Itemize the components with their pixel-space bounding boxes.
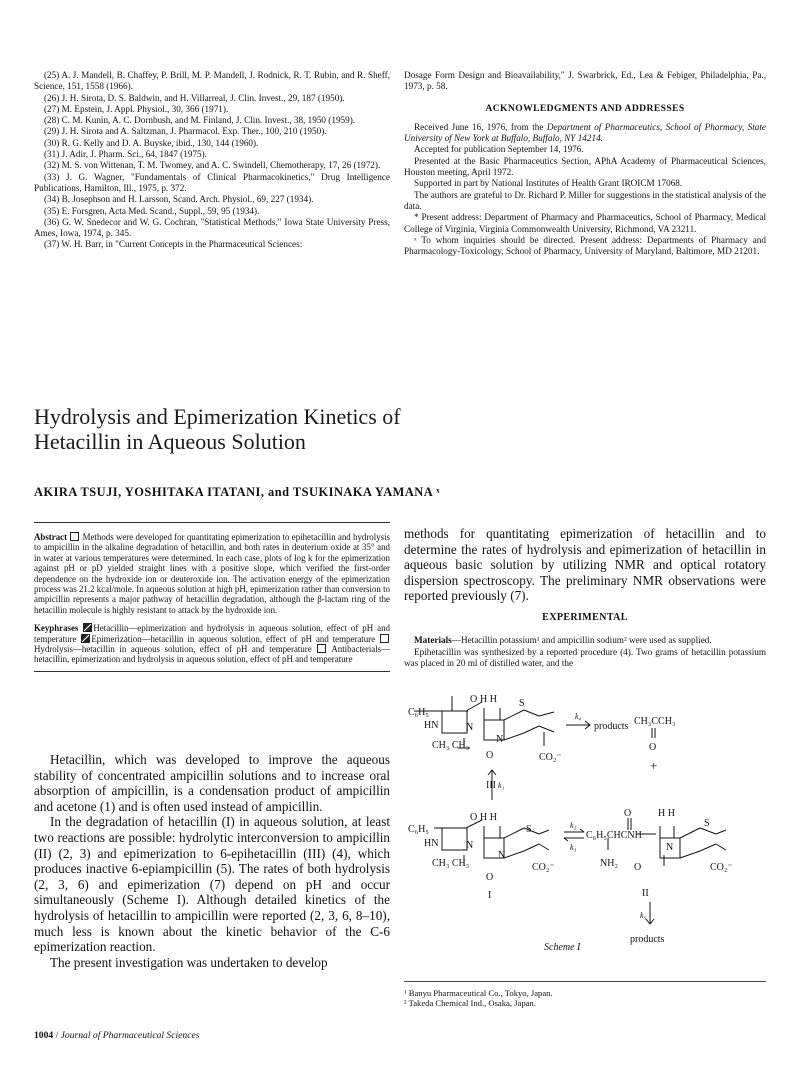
scheme-n-top: N — [466, 722, 474, 733]
received-department: Department of Pharmaceutics, School of Pharmacy, State University of New York at Buffalo, Buffalo, NY 14214. — [404, 121, 766, 144]
experimental-heading: EXPERIMENTAL — [542, 612, 628, 623]
keyphrase-3: Hydrolysis—hetacillin in aqueous solution, effect of pH and temperature — [34, 644, 312, 655]
footnote-1: ¹ Banyu Pharmaceutical Co., Tokyo, Japan. — [404, 988, 553, 998]
k5-label: k₅ — [640, 911, 647, 920]
footnote-2: ² Takeda Chemical Ind., Osaka, Japan. — [404, 998, 536, 1008]
filled-square-bullet-icon — [83, 623, 92, 632]
scheme-caption: Scheme I — [544, 942, 581, 953]
supported-note: Supported in part by National Institutes of Health Grant IROICM 17068. — [414, 178, 683, 189]
label-I: I — [488, 890, 492, 901]
title-line-1: Hydrolysis and Epimerization Kinetics of — [34, 404, 401, 429]
keyphrases-label: Keyphrases — [34, 623, 79, 634]
reference-25: (25) A. J. Mandell, B. Chaffey, P. Brill, M. P. Mandell, J. Rodnick, R. T. Rubin, and R. Sheff, Science, 151, 1558 (1966). — [34, 70, 390, 92]
scheme-n-bottom: N — [466, 840, 474, 851]
ampicillin-co2: CO₂⁻ — [710, 862, 733, 873]
journal-name: Journal of Pharmaceutical Sciences — [60, 1030, 200, 1041]
ampicillin-o: O — [634, 862, 642, 873]
square-bullet-icon — [70, 532, 79, 541]
reference-28: (28) C. M. Kunin, A. C. Dornbush, and M. Finland, J. Clin. Invest., 38, 1950 (1959). — [44, 115, 356, 126]
filled-square-bullet-icon — [81, 634, 90, 643]
scheme-ch3-top: CH₃ CH₃ — [432, 740, 470, 751]
scheme-co2-top: CO₂⁻ — [539, 752, 562, 763]
references-right-column — [404, 70, 766, 257]
ampicillin-s: S — [704, 818, 710, 829]
ampicillin-nh2: NH₂ — [600, 858, 618, 869]
intro-continuation-paragraph: methods for quantitating epimerization of hetacillin and to determine the rates of hydrolysis and epimerization of hetacillin in aqueous basic solution by utilizing NMR and optical rotatory dispersion spectroscopy. The preliminary NMR observations were reported previously (7). — [404, 526, 766, 604]
scheme-h-h-top: H H — [480, 694, 497, 705]
scheme-diagram — [404, 688, 766, 973]
reference-27: (27) M. Epstein, J. Appl. Physiol., 30, 366 (1971). — [44, 103, 229, 114]
square-bullet-icon — [317, 644, 326, 653]
reference-32: (32) M. S. von Wittenan, T. M. Twomey, and A. C. Swindell, Chemotherapy, 17, 26 (1972). — [44, 160, 381, 171]
reference-33: (33) J. G. Wagner, "Fundamentals of Clinical Pharmacokinetics," Drug Intelligence Publications, Hamilton, Ill., 1975, p. 372. — [34, 171, 390, 193]
intro-paragraph-2: In the degradation of hetacillin (I) in aqueous solution, at least two reactions are possible: hydrolytic interconversion to ampicillin (II) (2, 3) and epimerization to 6-epihetacillin (III) (4), which produces inactive 6-epiampicillin (5). The rates of both hydrolysis (2, 3, 6) and epimerization (7) depend on pH and occur simultaneously (Scheme I). Although detailed kinetics of the hydrolysis of hetacillin to ampicillin were reported (2, 3, 6, 8–10), much less is known about the kinetic behavior of the C-6 epimerization reaction. — [34, 814, 390, 955]
reference-26: (26) J. H. Sirota, D. S. Baldwin, and H. Villarreal, J. Clin. Invest., 29, 187 (1950). — [44, 92, 345, 103]
intro-paragraph-1: Hetacillin, which was developed to improve the aqueous stability of concentrated ampicillin solutions and to increase oral absorption of ampicillin, is a condensation product of ampicillin and acetone (1) and is often used instead of ampicillin. — [34, 752, 390, 814]
keyphrase-4: Antibacterials—hetacillin, epimerization and hydrolysis in aqueous solution, effect of pH and temperature — [34, 644, 391, 665]
reference-35: (35) E. Forsgren, Acta Med. Scand., Suppl., 59, 95 (1934). — [44, 205, 260, 216]
scheme-n2-top: N — [496, 734, 504, 745]
scheme-c6h5-bottom: C₆H₅ — [408, 824, 429, 835]
k4-label: k₄ — [575, 712, 582, 721]
materials-label: Materials — [414, 635, 452, 646]
products-top: products — [594, 721, 629, 732]
label-III: III — [486, 780, 496, 791]
reference-30: (30) R. G. Kelly and D. A. Buyske, ibid., 130, 144 (1960). — [44, 137, 259, 148]
reference-31: (31) J. Adir, J. Pharm. Sci., 64, 1847 (1975). — [44, 149, 207, 160]
introduction-continuation — [404, 526, 766, 604]
acknowledgments-heading: ACKNOWLEDGMENTS AND ADDRESSES — [485, 102, 685, 114]
accepted-note: Accepted for publication September 14, 1976. — [414, 144, 584, 155]
scheme-o-top: O — [486, 750, 494, 761]
keyphrases-paragraph — [34, 623, 390, 665]
scheme-o-bottom: O — [486, 872, 494, 883]
label-II: II — [642, 888, 649, 899]
keyphrase-2: Epimerization—hetacillin in aqueous solution, effect of pH and temperature — [91, 633, 376, 644]
ampicillin-carbonyl-o: O — [624, 808, 632, 819]
reaction-scheme — [404, 688, 766, 973]
epihetacillin-paragraph: Epihetacillin was synthesized by a reported procedure (4). Two grams of hetacillin potassium was placed in 20 ml of distilled water, and the — [404, 646, 766, 668]
square-bullet-icon — [380, 634, 389, 643]
plus-sign: + — [650, 758, 658, 773]
present-address-note: * Present address: Department of Pharmacy and Pharmaceutics, School of Pharmacy, Medical College of Virginia, Virginia Commonwealth University, Richmond, VA 23211. — [404, 212, 766, 234]
page-footer: 1004 / Journal of Pharmaceutical Sciences — [34, 1030, 200, 1041]
reference-37: (37) W. H. Barr, in "Current Concepts in the Pharmaceutical Sciences: — [44, 239, 303, 250]
scheme-s-bottom: S — [526, 824, 532, 835]
introduction-column — [34, 752, 390, 970]
references-left-column — [34, 70, 390, 251]
footnotes — [404, 981, 766, 1008]
keyphrase-1: Hetacillin—epimerization and hydrolysis in aqueous solution, effect of pH and temperature — [34, 623, 390, 644]
scheme-ch3-bottom: CH₃ CH₃ — [432, 858, 470, 869]
experimental-section — [404, 612, 766, 669]
reference-29: (29) J. H. Sirota and A. Saltzman, J. Pharmacol. Exp. Ther., 100, 210 (1950). — [44, 126, 327, 137]
scheme-co2-bottom: CO₂⁻ — [532, 862, 555, 873]
scheme-hn-top: HN — [424, 720, 439, 731]
abstract-paragraph — [34, 532, 390, 615]
inquiries-note: ˣ To whom inquiries should be directed. Present address: Departments of Pharmacy and Pharmacology-Toxicology, School of Pharmacy, University of Maryland, Baltimore, MD 21201. — [404, 234, 766, 257]
page-number: 1004 — [34, 1030, 54, 1041]
title-line-2: Hetacillin in Aqueous Solution — [34, 429, 306, 454]
acetone-formula: CH₃CCH₃ — [634, 716, 676, 727]
abstract-text: Methods were developed for quantitating epimerization to epihetacillin and hydrolysis to ampicillin in the alkaline degradation of hetacillin, and both rates in deuterium oxide at 35° and in water at various temperatures were determined. In each case, plots of log k for the epimerization against pH or pD yielded straight lines with a positive slope, which verified the first-order dependence on the hydroxide ion or deuteroxide ion. The activation energy of the epimerization process was 21.2 kcal/mole. In aqueous solution at high pH, epimerization rather than conversion to ampicillin represents a major pathway of hetacillin degradation, although the β-lactam ring of the hetacillin molecule is highly resistant to attack by the hydroxide ion. — [34, 532, 390, 615]
k3-label: k₃ — [570, 843, 577, 852]
ampicillin-n: N — [666, 842, 674, 853]
scheme-c6h5-top: C₆H₅ — [408, 707, 429, 718]
ampicillin-chain: C₆H₅CHCNH — [586, 830, 642, 841]
scheme-hn-bottom: HN — [424, 838, 439, 849]
acetone-oxygen: O — [649, 742, 657, 753]
scheme-s-top: S — [519, 698, 525, 709]
products-bottom: products — [630, 934, 665, 945]
reference-36: (36) G. W. Snedecor and W. G. Cochran, "Statistical Methods," Iowa State University Press, Ames, Iowa, 1974, p. 345. — [34, 216, 390, 239]
k1-label: k₁ — [498, 781, 505, 790]
reference-37-continuation: Dosage Form Design and Bioavailability," J. Swarbrick, Ed., Lea & Febiger, Philadelphia, Pa., 1973, p. 58. — [404, 70, 766, 92]
presented-note: Presented at the Basic Pharmaceutics Section, APhA Academy of Pharmaceutical Sciences, Houston meeting, April 1972. — [404, 155, 766, 178]
abstract-label: Abstract — [34, 532, 68, 542]
scheme-oxygen-bottom: O — [470, 812, 478, 823]
article-title — [34, 404, 754, 454]
ampicillin-h-h: H H — [658, 808, 675, 819]
k2-label: k₂ — [570, 821, 577, 830]
reference-34: (34) B. Josephson and H. Larsson, Scand. Arch. Physiol., 69, 227 (1934). — [44, 194, 314, 205]
scheme-n2-bottom: N — [498, 850, 506, 861]
received-note: Received June 16, 1976, from the Department of Pharmaceutics, School of Pharmacy, State University of New York at Buffalo, Buffalo, NY 14214. — [404, 121, 766, 144]
scheme-h-h-bottom: H H — [480, 812, 497, 823]
authors: AKIRA TSUJI, YOSHITAKA ITATANI, and TSUKINAKA YAMANA ˣ — [34, 485, 441, 499]
abstract-box — [34, 522, 390, 672]
intro-paragraph-3: The present investigation was undertaken to develop — [50, 954, 328, 970]
scheme-oxygen-top: O — [470, 694, 478, 705]
grateful-note: The authors are grateful to Dr. Richard P. Miller for suggestions in the statistical analysis of the data. — [404, 189, 766, 211]
materials-paragraph: Materials—Hetacillin potassium¹ and ampicillin sodium² were used as supplied. — [414, 635, 712, 646]
